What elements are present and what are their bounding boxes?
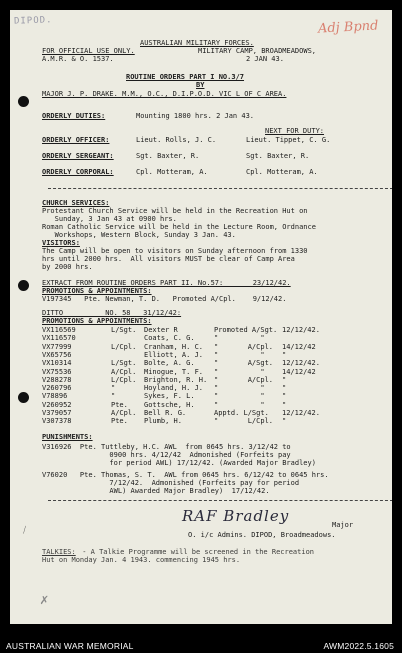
- header-line-1: AUSTRALIAN MILITARY FORCES.: [140, 39, 254, 47]
- pencil-mark-icon: ⁄: [22, 525, 28, 536]
- visitors-heading: VISITORS:: [42, 239, 80, 247]
- promotions-heading-2: PROMOTIONS & APPOINTMENTS:: [42, 317, 152, 325]
- promotion-name-cell: Gottsche, H.: [144, 400, 195, 409]
- handwritten-reference: Adj Bpnd: [317, 18, 379, 37]
- promotion-date-cell: ": [282, 400, 287, 409]
- promotion-no-cell: VX116569: [42, 326, 76, 334]
- punishment-line: for period AWL) 17/12/42. (Awarded Major Bradley): [42, 459, 316, 467]
- punch-hole-icon: [18, 280, 29, 291]
- church-line: Workshops, Western Block, Sunday 3 Jan. 43.: [42, 231, 236, 239]
- promotion-action-cell: " ": [214, 350, 265, 359]
- promotion-no-cell: V78896: [42, 392, 68, 401]
- footer-institution: AUSTRALIAN WAR MEMORIAL: [6, 641, 134, 651]
- scribble-mark-icon: ✗: [40, 592, 49, 608]
- promotion-name-cell: Brighton, R. H.: [144, 375, 208, 384]
- orders-by: BY: [196, 81, 205, 89]
- promotion-no-cell: VX116570: [42, 334, 76, 343]
- orderly-officer-now: Lieut. Rolls, J. C.: [136, 136, 217, 144]
- promotion-no-cell: V379057: [42, 409, 72, 417]
- promotion-name-cell: Hoyland, H. J.: [144, 384, 204, 393]
- promotion-no-cell: VX65756: [42, 350, 72, 359]
- section-divider: [48, 500, 392, 501]
- punishment-line: 0900 hrs. 4/12/42 Admonished (Forfeits pay: [42, 451, 291, 459]
- promotion-name-cell: Plumb, H.: [144, 417, 182, 426]
- promotion-no-cell: VX77999: [42, 342, 72, 351]
- header-camp: MILITARY CAMP, BROADMEADOWS,: [198, 47, 317, 55]
- orders-issuer: MAJOR J. P. DRAKE. M.M., O.C., D.I.P.O.D. VIC L OF C AREA.: [42, 90, 287, 98]
- orderly-corporal-label: ORDERLY CORPORAL:: [42, 168, 114, 176]
- dipod-stamp: DIPOD.: [13, 15, 53, 27]
- orders-title: ROUTINE ORDERS PART I NO.3/7: [126, 73, 245, 81]
- promotion-date-cell: ": [282, 392, 287, 401]
- church-services-heading: CHURCH SERVICES:: [42, 199, 110, 207]
- visitors-line: hrs until 2000 hrs. All visitors MUST be clear of Camp Area: [42, 255, 295, 263]
- church-line: Protestant Church Service will be held in the Recreation Hut on: [42, 207, 308, 215]
- promotion-action-cell: " ": [214, 392, 265, 401]
- promotion-name-cell: Bell R. G.: [144, 409, 187, 417]
- promotion-action-cell: " A/Cpl.: [214, 342, 274, 351]
- church-line: Roman Catholic Service will be held in the Lecture Room, Ordnance: [42, 223, 316, 231]
- promotion-name-cell: Coats, C. G.: [144, 334, 195, 343]
- document-page: [10, 10, 392, 624]
- punishment-line: V316926 Pte. Tuttleby, H.C. AWL from 0645 hrs. 3/12/42 to: [42, 443, 291, 451]
- promotion-action-cell: Promoted A/Sgt.: [214, 326, 278, 334]
- promotion-name-cell: Minogue, T. F.: [144, 367, 204, 376]
- talkies-line: - A Talkie Programme will be screened in the Recreation: [78, 548, 315, 556]
- signature-title: O. i/c Admins. DIPOD, Broadmeadows.: [188, 531, 336, 539]
- promotion-rank-cell: Pte.: [111, 417, 128, 426]
- promotion-action-cell: " ": [214, 400, 265, 409]
- punch-hole-icon: [18, 96, 29, 107]
- promotion-rank-cell: ": [111, 384, 116, 393]
- promotion-action-cell: " A/Sgt.: [214, 359, 274, 368]
- promotion-date-cell: ": [282, 384, 287, 393]
- promotion-no-cell: V260952: [42, 400, 72, 409]
- promotion-date-cell: 12/12/42.: [282, 359, 320, 368]
- orderly-duties-label: ORDERLY DUTIES:: [42, 112, 106, 120]
- punishment-line: V76020 Pte. Thomas, S. T. AWL from 0645 hrs. 6/12/42 to 0645 hrs.: [42, 471, 329, 479]
- promotion-action-cell: " ": [214, 367, 265, 376]
- promotion-no-cell: V260796: [42, 384, 72, 393]
- promotion-action-cell: " ": [214, 384, 265, 393]
- orderly-officer-label: ORDERLY OFFICER:: [42, 136, 110, 144]
- promotion-no-cell: VX75536: [42, 367, 72, 376]
- orderly-sergeant-label: ORDERLY SERGEANT:: [42, 152, 114, 160]
- promotion-date-cell: 12/12/42.: [282, 326, 320, 334]
- header-date: 2 JAN 43.: [246, 55, 284, 63]
- promotion-rank-cell: A/Cpl.: [111, 409, 137, 417]
- punishment-line: AWL) Awarded Major Bradley) 17/12/42.: [42, 487, 270, 495]
- promotion-date-cell: ": [282, 350, 287, 359]
- promotion-action-cell: " ": [214, 334, 265, 343]
- punishment-line: 7/12/42. Admonished (Forfeits pay for period: [42, 479, 300, 487]
- promotion-action-cell: " L/Cpl.: [214, 417, 274, 426]
- section-divider: [48, 188, 392, 189]
- visitors-line: by 2000 hrs.: [42, 263, 93, 271]
- orderly-sergeant-now: Sgt. Baxter, R.: [136, 152, 200, 160]
- next-for-duty-label: NEXT FOR DUTY:: [265, 127, 325, 135]
- promotion-rank-cell: L/Cpl.: [111, 375, 137, 384]
- promotion-rank-cell: L/Sgt.: [111, 359, 137, 368]
- promotion-date-cell: ": [282, 417, 287, 426]
- promotion-date-cell: 12/12/42.: [282, 409, 320, 417]
- orderly-corporal-next: Cpl. Motteram, A.: [246, 168, 318, 176]
- promotion-rank-cell: Pte.: [111, 400, 128, 409]
- promotion-no-cell: VX10314: [42, 359, 72, 368]
- promotion-no-cell: V288278: [42, 375, 72, 384]
- promotion-date-cell: 14/12/42: [282, 342, 316, 351]
- handwritten-signature: RAF Bradley: [182, 507, 290, 525]
- church-line: Sunday, 3 Jan 43 at 0900 hrs.: [42, 215, 177, 223]
- promotion-date-cell: ": [282, 375, 287, 384]
- promotions-heading: PROMOTIONS & APPOINTMENTS:: [42, 287, 152, 295]
- promotion-date-cell: 14/12/42: [282, 367, 316, 376]
- header-reference: A.M.R. & O. 1537.: [42, 55, 114, 63]
- punishments-heading: PUNISHMENTS:: [42, 433, 93, 441]
- orderly-corporal-now: Cpl. Motteram, A.: [136, 168, 208, 176]
- signature-rank: Major: [332, 521, 354, 529]
- talkies-line: Hut on Monday Jan. 4 1943. commencing 1945 hrs.: [42, 556, 241, 564]
- punch-hole-icon: [18, 392, 29, 403]
- header-official-use: FOR OFFICIAL USE ONLY.: [42, 47, 135, 55]
- promotion-action-cell: Apptd. L/Sgt.: [214, 409, 269, 417]
- promotion-rank-cell: ": [111, 392, 116, 401]
- promotion-entry: V197345 Pte. Newman, T. D. Promoted A/Cpl. 9/12/42.: [42, 295, 287, 303]
- orderly-sergeant-next: Sgt. Baxter, R.: [246, 152, 310, 160]
- promotion-rank-cell: L/Sgt.: [111, 326, 137, 334]
- promotion-rank-cell: A/Cpl.: [111, 367, 137, 376]
- extract-heading: EXTRACT FROM ROUTINE ORDERS PART II. No.57: 23/12/42.: [42, 279, 291, 287]
- visitors-line: The Camp will be open to visitors on Sunday afternoon from 1330: [42, 247, 308, 255]
- orderly-duties-mounting: Mounting 1800 hrs. 2 Jan 43.: [136, 112, 255, 120]
- promotion-name-cell: Sykes, F. L.: [144, 392, 195, 401]
- promotion-rank-cell: L/Cpl.: [111, 342, 137, 351]
- promotion-no-cell: V307378: [42, 417, 72, 426]
- promotion-name-cell: Elliott, A. J.: [144, 350, 204, 359]
- promotion-name-cell: Cranham, H. C.: [144, 342, 204, 351]
- orderly-officer-next: Lieut. Tippet, C. G.: [246, 136, 331, 144]
- promotion-name-cell: Dexter R: [144, 326, 178, 334]
- footer-accession: AWM2022.5.1605: [323, 641, 394, 651]
- talkies-heading: TALKIES:: [42, 548, 76, 556]
- promotion-action-cell: " A/Cpl.: [214, 375, 274, 384]
- promotion-name-cell: Bolte, A. G.: [144, 359, 195, 368]
- ditto-heading: DITTO NO. 58 31/12/42:: [42, 309, 182, 317]
